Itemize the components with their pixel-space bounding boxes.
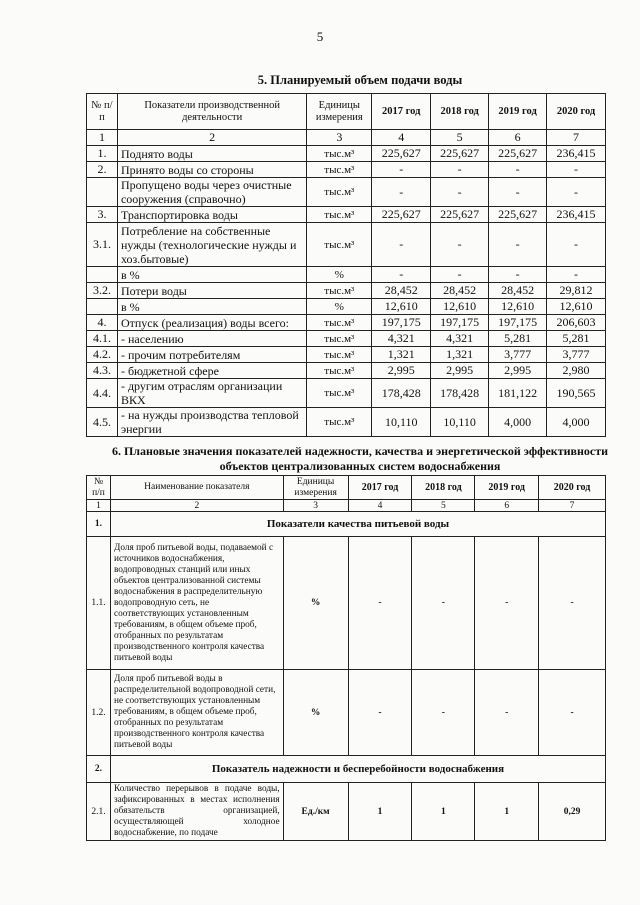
value-2018: 2,995 bbox=[431, 363, 489, 379]
colnum: 4 bbox=[348, 500, 412, 512]
row-unit: тыс.м³ bbox=[307, 162, 372, 178]
table-row bbox=[87, 783, 606, 841]
value-2017: 1 bbox=[348, 783, 412, 841]
row-unit: % bbox=[307, 267, 372, 283]
row-num: 1. bbox=[87, 146, 118, 162]
group-row-reliability bbox=[87, 756, 606, 783]
value-2019: - bbox=[475, 670, 539, 756]
table-row bbox=[87, 207, 606, 223]
value-2018: 225,627 bbox=[431, 146, 489, 162]
row-unit: тыс.м³ bbox=[307, 379, 372, 408]
table-row bbox=[87, 537, 606, 670]
value-2018: 225,627 bbox=[431, 207, 489, 223]
page-number: 5 bbox=[316, 29, 324, 44]
value-2020: 206,603 bbox=[547, 315, 606, 331]
colnum: 3 bbox=[307, 130, 372, 146]
row-unit: тыс.м³ bbox=[307, 315, 372, 331]
row-num: 4.1. bbox=[87, 331, 118, 347]
row-unit: тыс.м³ bbox=[307, 283, 372, 299]
row-num: 2.1. bbox=[87, 783, 111, 841]
value-2017: - bbox=[372, 267, 431, 283]
row-num: 1.1. bbox=[87, 537, 111, 670]
row-num bbox=[87, 267, 118, 283]
colnum: 7 bbox=[539, 500, 606, 512]
colnum: 2 bbox=[110, 500, 283, 512]
group-num: 2. bbox=[87, 756, 111, 783]
header-unit: Единицы измерения bbox=[283, 476, 348, 500]
value-2020: - bbox=[547, 178, 606, 207]
row-num: 3.2. bbox=[87, 283, 118, 299]
row-name: Пропущено воды через очистные сооружения (справочно) bbox=[117, 178, 306, 207]
row-unit: тыс.м³ bbox=[307, 363, 372, 379]
header-unit: Единицы измерения bbox=[307, 94, 372, 130]
water-supply-volume-table bbox=[86, 93, 606, 437]
row-name: Потери воды bbox=[117, 283, 306, 299]
colnum: 4 bbox=[372, 130, 431, 146]
column-number-row bbox=[87, 500, 606, 512]
section-6-title: 6. Плановые значения показателей надежности, качества и энергетической эффективности объектов централизованных систем водоснабжения bbox=[111, 444, 609, 473]
value-2019: 12,610 bbox=[489, 299, 547, 315]
value-2018: - bbox=[412, 670, 475, 756]
value-2018: 1 bbox=[412, 783, 475, 841]
table-header-row bbox=[87, 94, 606, 130]
row-unit: тыс.м³ bbox=[307, 146, 372, 162]
row-name: Количество перерывов в подаче воды, зафиксированных в местах исполнения обязательств организацией, осуществляющей холодное водоснабжение, по подаче bbox=[110, 783, 283, 841]
header-2019: 2019 год bbox=[475, 476, 539, 500]
value-2017: - bbox=[372, 178, 431, 207]
colnum: 3 bbox=[283, 500, 348, 512]
row-unit: тыс.м³ bbox=[307, 347, 372, 363]
row-num: 3.1. bbox=[87, 223, 118, 267]
row-name: Потребление на собственные нужды (технологические нужды и хоз.бытовые) bbox=[117, 223, 306, 267]
value-2018: 178,428 bbox=[431, 379, 489, 408]
row-unit: тыс.м³ bbox=[307, 178, 372, 207]
header-2018: 2018 год bbox=[431, 94, 489, 130]
row-unit: тыс.м³ bbox=[307, 207, 372, 223]
table-row bbox=[87, 315, 606, 331]
row-num bbox=[87, 299, 118, 315]
row-name: - другим отраслям организации ВКХ bbox=[117, 379, 306, 408]
value-2020: 190,565 bbox=[547, 379, 606, 408]
row-num bbox=[87, 178, 118, 207]
value-2020: 2,980 bbox=[547, 363, 606, 379]
table-row bbox=[87, 408, 606, 437]
header-indicator: Наименование показателя bbox=[110, 476, 283, 500]
column-number-row bbox=[87, 130, 606, 146]
value-2020: 4,000 bbox=[547, 408, 606, 437]
value-2018: 197,175 bbox=[431, 315, 489, 331]
table-row bbox=[87, 347, 606, 363]
reliability-indicators-table bbox=[86, 475, 606, 841]
row-name: Доля проб питьевой воды, подаваемой с источников водоснабжения, водопроводных станций или иных объектов централизованной системы водоснабжения в распределительную водопроводную сеть, не соответствующих установленным требованиям, в общем объеме проб, отобранных по результатам производственного контроля качества питьевой воды bbox=[110, 537, 283, 670]
value-2017: - bbox=[372, 162, 431, 178]
value-2020: - bbox=[547, 162, 606, 178]
value-2020: - bbox=[547, 267, 606, 283]
value-2020: 12,610 bbox=[547, 299, 606, 315]
value-2018: 4,321 bbox=[431, 331, 489, 347]
value-2017: 1,321 bbox=[372, 347, 431, 363]
value-2017: 178,428 bbox=[372, 379, 431, 408]
value-2019: 181,122 bbox=[489, 379, 547, 408]
header-2019: 2019 год bbox=[489, 94, 547, 130]
row-num: 4. bbox=[87, 315, 118, 331]
value-2020: - bbox=[539, 670, 606, 756]
value-2019: 5,281 bbox=[489, 331, 547, 347]
row-unit: % bbox=[283, 537, 348, 670]
header-2018: 2018 год bbox=[412, 476, 475, 500]
row-num: 4.5. bbox=[87, 408, 118, 437]
colnum: 1 bbox=[87, 500, 111, 512]
value-2018: - bbox=[431, 178, 489, 207]
table-row bbox=[87, 267, 606, 283]
value-2020: 0,29 bbox=[539, 783, 606, 841]
value-2018: 10,110 bbox=[431, 408, 489, 437]
header-2017: 2017 год bbox=[348, 476, 412, 500]
colnum: 5 bbox=[412, 500, 475, 512]
row-name: - прочим потребителям bbox=[117, 347, 306, 363]
table-row bbox=[87, 283, 606, 299]
row-name: Транспортировка воды bbox=[117, 207, 306, 223]
value-2018: - bbox=[412, 537, 475, 670]
row-name: Принято воды со стороны bbox=[117, 162, 306, 178]
header-2017: 2017 год bbox=[372, 94, 431, 130]
row-name: - населению bbox=[117, 331, 306, 347]
header-2020: 2020 год bbox=[547, 94, 606, 130]
row-name: - бюджетной сфере bbox=[117, 363, 306, 379]
table-row bbox=[87, 162, 606, 178]
value-2017: 10,110 bbox=[372, 408, 431, 437]
table-row bbox=[87, 363, 606, 379]
value-2019: 197,175 bbox=[489, 315, 547, 331]
row-name: в % bbox=[117, 299, 306, 315]
row-name: Поднято воды bbox=[117, 146, 306, 162]
value-2019: 3,777 bbox=[489, 347, 547, 363]
table-row bbox=[87, 178, 606, 207]
header-indicator: Показатели производственной деятельности bbox=[117, 94, 306, 130]
value-2019: - bbox=[489, 223, 547, 267]
value-2017: 12,610 bbox=[372, 299, 431, 315]
group-title: Показатель надежности и бесперебойности водоснабжения bbox=[110, 756, 605, 783]
colnum: 6 bbox=[489, 130, 547, 146]
row-name: - на нужды производства тепловой энергии bbox=[117, 408, 306, 437]
row-num: 1.2. bbox=[87, 670, 111, 756]
value-2019: - bbox=[475, 537, 539, 670]
value-2017: - bbox=[348, 537, 412, 670]
value-2017: - bbox=[348, 670, 412, 756]
table-row bbox=[87, 670, 606, 756]
value-2017: 4,321 bbox=[372, 331, 431, 347]
value-2018: 28,452 bbox=[431, 283, 489, 299]
row-unit: % bbox=[283, 670, 348, 756]
header-num: № п/п bbox=[87, 476, 111, 500]
value-2020: 5,281 bbox=[547, 331, 606, 347]
value-2019: - bbox=[489, 178, 547, 207]
colnum: 2 bbox=[117, 130, 306, 146]
value-2018: 12,610 bbox=[431, 299, 489, 315]
value-2019: - bbox=[489, 267, 547, 283]
colnum: 1 bbox=[87, 130, 118, 146]
value-2017: 28,452 bbox=[372, 283, 431, 299]
value-2018: - bbox=[431, 162, 489, 178]
value-2020: - bbox=[539, 537, 606, 670]
row-num: 4.3. bbox=[87, 363, 118, 379]
row-num: 4.4. bbox=[87, 379, 118, 408]
value-2019: - bbox=[489, 162, 547, 178]
value-2019: 2,995 bbox=[489, 363, 547, 379]
row-num: 2. bbox=[87, 162, 118, 178]
group-num: 1. bbox=[87, 512, 111, 537]
value-2020: 236,415 bbox=[547, 207, 606, 223]
row-unit: Ед./км bbox=[283, 783, 348, 841]
value-2018: - bbox=[431, 267, 489, 283]
colnum: 7 bbox=[547, 130, 606, 146]
value-2019: 28,452 bbox=[489, 283, 547, 299]
value-2019: 1 bbox=[475, 783, 539, 841]
value-2017: 225,627 bbox=[372, 146, 431, 162]
header-2020: 2020 год bbox=[539, 476, 606, 500]
value-2020: 236,415 bbox=[547, 146, 606, 162]
group-row-quality bbox=[87, 512, 606, 537]
value-2017: 197,175 bbox=[372, 315, 431, 331]
row-name: в % bbox=[117, 267, 306, 283]
colnum: 5 bbox=[431, 130, 489, 146]
table-header-row bbox=[87, 476, 606, 500]
row-unit: % bbox=[307, 299, 372, 315]
table-row bbox=[87, 331, 606, 347]
table-row bbox=[87, 379, 606, 408]
value-2017: 2,995 bbox=[372, 363, 431, 379]
value-2020: 3,777 bbox=[547, 347, 606, 363]
row-unit: тыс.м³ bbox=[307, 331, 372, 347]
header-num: № п/п bbox=[87, 94, 118, 130]
table-row bbox=[87, 223, 606, 267]
row-num: 3. bbox=[87, 207, 118, 223]
value-2020: 29,812 bbox=[547, 283, 606, 299]
group-title: Показатели качества питьевой воды bbox=[110, 512, 605, 537]
value-2020: - bbox=[547, 223, 606, 267]
value-2018: - bbox=[431, 223, 489, 267]
table-row bbox=[87, 146, 606, 162]
value-2019: 4,000 bbox=[489, 408, 547, 437]
value-2019: 225,627 bbox=[489, 207, 547, 223]
table-row bbox=[87, 299, 606, 315]
value-2019: 225,627 bbox=[489, 146, 547, 162]
row-unit: тыс.м³ bbox=[307, 223, 372, 267]
row-unit: тыс.м³ bbox=[307, 408, 372, 437]
value-2017: - bbox=[372, 223, 431, 267]
row-name: Доля проб питьевой воды в распределительной водопроводной сети, не соответствующих установленным требованиям, в общем объеме проб, отобранных по результатам производственного контроля качества питьевой воды bbox=[110, 670, 283, 756]
value-2017: 225,627 bbox=[372, 207, 431, 223]
value-2018: 1,321 bbox=[431, 347, 489, 363]
row-num: 4.2. bbox=[87, 347, 118, 363]
colnum: 6 bbox=[475, 500, 539, 512]
section-5-title: 5. Планируемый объем подачи воды bbox=[257, 73, 463, 87]
row-name: Отпуск (реализация) воды всего: bbox=[117, 315, 306, 331]
